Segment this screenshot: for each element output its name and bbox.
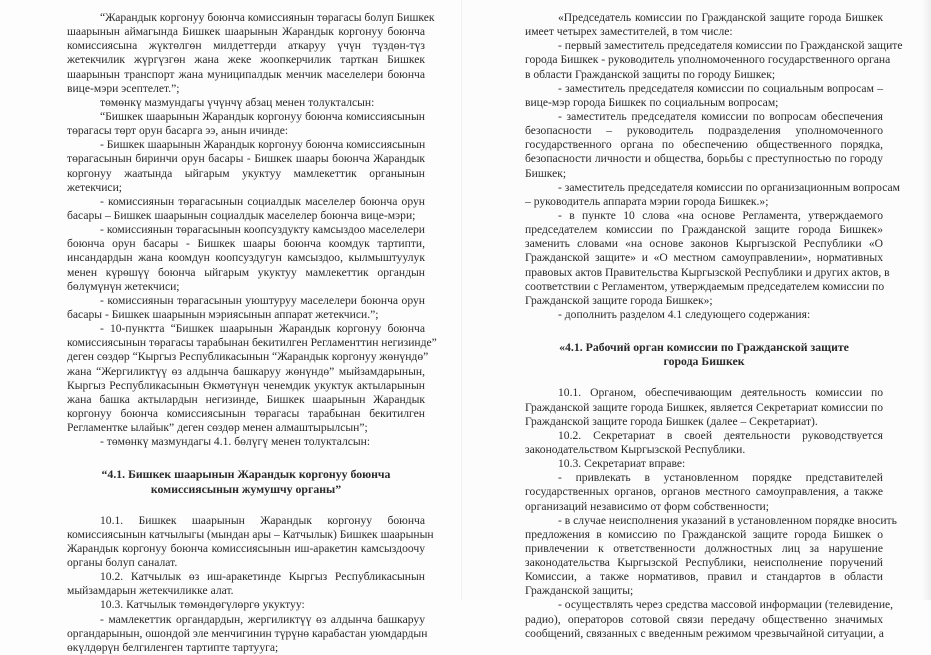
text-line: инсандардын жана коомдун коопсуздугун камсыздоо, кылмыштуулук <box>67 251 425 265</box>
text-line: привлечении к ответственности должностных лиц за нарушение <box>525 541 883 555</box>
document-page-right <box>462 0 931 640</box>
text-line: - заместитель председателя комиссии по вопросам обеспечения <box>558 109 883 123</box>
text-line: “Жарандык коргонуу боюнча комиссиянын төрагасы болуп Бишкек <box>100 11 435 24</box>
text-line: правовых актов Правительства Кыргызской Республики и других актов, в <box>525 265 890 279</box>
text-line: - в пункте 10 слова «на основе Регламента, утверждаемого <box>558 208 883 222</box>
text-line: государственных органов, органов местного самоуправления, а также <box>525 485 883 499</box>
text-line: 10.2. Катчылык өз иш-аракетинде Кыргыз Республикасынын <box>100 570 425 584</box>
text-line: шаарынын аймагында Бишкек шаарынын Жарандык коргонуу боюнча <box>67 25 425 39</box>
text-line: Кыргыз Республикасынын Өкмөтүнүн ченемдик укуктук актыларынын <box>67 378 425 392</box>
text-line: радио), операторов сотовой связи передачу общественно значимых <box>525 612 883 626</box>
page-edge-shadow <box>923 0 931 600</box>
text-line: басары - Бишкек шаарынын мэриясынын аппарат жетекчиси.”; <box>67 307 379 321</box>
text-line: жетекчиси; <box>67 180 123 194</box>
text-line: безопасности личности и общества, борьбы с преступностью по городу <box>525 152 883 166</box>
text-line: Регламентке ылайык” деген сөздөр менен алмаштырылсын”; <box>67 421 368 435</box>
text-line: 10.2. Секретариат в своей деятельности руководствуется <box>558 428 883 442</box>
text-line: өкүлдөрүн белгиленген тартипте тартууга; <box>67 640 279 654</box>
page-text-column <box>67 11 437 655</box>
text-line: - привлекать в установленном порядке представителей <box>558 471 883 485</box>
text-line: безопасности – руководитель подразделения уполномоченного <box>525 124 883 138</box>
text-line: государственного органа по обеспечению общественного порядка, <box>525 138 883 152</box>
text-line: 10.3. Катчылык төмөндөгүлөргө укуктуу: <box>100 598 305 612</box>
document-page-left <box>0 0 462 654</box>
text-line: коргонуу жаатында ыйгарым укуктуу мамлекеттик органынын <box>67 166 425 180</box>
text-line: - дополнить разделом 4.1 следующего содержания: <box>558 307 811 321</box>
heading-line: «4.1. Рабочий орган комиссии по Гражданской защите <box>559 340 849 355</box>
spacer <box>525 368 883 386</box>
spacer <box>67 496 425 514</box>
text-line: жана “Жергиликтүү өз алдынча башкаруу жөнүндө” мыйзамдарынын, <box>67 364 425 378</box>
text-line: “Бишкек шаарынын Жарандык коргонуу боюнча комиссиясынын <box>100 109 425 123</box>
text-line: шаарынын транспорт жана муниципалдык менчик маселелери боюнча <box>67 67 425 81</box>
section-heading <box>67 467 425 495</box>
text-line: законодательством Кыргызской Республики. <box>525 442 746 456</box>
text-line: комиссиясына жүктөлгөн милдеттерди аткаруу үчүн түздөн-түз <box>67 39 425 53</box>
text-line: соответствии с Регламентом, утверждаемым председателем комиссии по <box>525 279 885 293</box>
text-line: Жарандык коргонуу боюнча комиссиясынын иш-аракетин камсыздоочу <box>67 541 425 555</box>
text-line: города Бишкек - руководитель уполномоченного государственного органа <box>525 53 891 67</box>
text-line: Бишкек; <box>525 166 567 180</box>
text-line: организаций независимо от форм собственности; <box>525 499 769 513</box>
text-line: - төмөнкү мазмундагы 4.1. бөлүгү менен толукталсын: <box>100 435 371 449</box>
text-line: сообщений, связанных с введенным режимом чрезвычайной ситуации, а <box>525 626 884 640</box>
text-line: 10.1. Органом, обеспечивающим деятельность комиссии по <box>558 386 883 400</box>
text-line: - мамлекеттик органдардын, жергиликтүү өз алдынча башкаруу <box>100 612 425 626</box>
text-line: - комиссиянын төрагасынын уюштуруу маселелери боюнча орун <box>100 293 425 307</box>
text-line: - в случае неисполнения указаний в установленном порядке вносить <box>558 513 897 527</box>
text-line: законодательства Кыргызской Республики, неисполнение поручений <box>525 556 883 570</box>
text-line: комиссиясынын катчылыгы (мындан ары – Катчылык) Бишкек шаарынын <box>67 527 434 541</box>
text-line: коргонуу боюнча комиссиясынын төрагасы тарабынан бекитилген <box>67 406 425 420</box>
text-line: - первый заместитель председателя комиссии по Гражданской защите <box>558 39 903 53</box>
text-line: - заместитель председателя комиссии по организационным вопросам <box>558 180 900 194</box>
spacer <box>525 322 883 340</box>
text-line: деген сөздөр “Кыргыз Республикасынын “Жарандык коргонуу жөнүндө” <box>67 350 429 364</box>
text-line: в области Гражданской защиты по городу Бишкек; <box>525 67 776 81</box>
text-line: органдарынын, ошондой эле менчигинин түрүнө карабастан уюмдардын <box>67 626 428 640</box>
text-line: – руководитель аппарата мэрии города Бишкек.»; <box>525 194 769 208</box>
text-line: заменить словами «на основе законов Кыргызской Республики «О <box>525 237 883 251</box>
text-line: Комиссии, а также нормативов, правил и стандартов в области <box>525 570 883 584</box>
text-line: органы болуп саналат. <box>67 556 178 570</box>
paragraph-block-1 <box>525 11 903 322</box>
text-line: Гражданской защите города Бишкек (далее – Секретариат). <box>525 414 818 428</box>
text-line: предложения в комиссию по Гражданской защите города Бишкек о <box>525 527 883 541</box>
text-line: комиссиясынын төрагасы тарабынан бекитилген Регламенттин негизинде” <box>67 336 437 350</box>
text-line: вице-мэри эсептелет.”; <box>67 81 180 95</box>
text-line: - осуществлять через средства массовой информации (телевидение, <box>558 598 894 612</box>
paragraph-block-1 <box>67 11 437 449</box>
page-text-column <box>525 11 903 641</box>
text-line: Гражданской защите города Бишкек, является Секретариат комиссии по <box>525 400 883 414</box>
text-line: басары – Бишкек шаарынын социалдык маселелер боюнча вице-мэри; <box>67 208 416 222</box>
section-heading <box>525 340 883 368</box>
spacer <box>67 449 425 467</box>
text-line: - комиссиянын төрагасынын социалдык маселелер боюнча орун <box>100 194 425 208</box>
text-line: - заместитель председателя комиссии по социальным вопросам – <box>558 81 883 95</box>
text-line: жетекчилик жүргүзгөн жана жеке жоопкерчилик тарткан Бишкек <box>67 53 425 67</box>
paragraph-block-2 <box>525 386 897 641</box>
text-line: төрагасынын биринчи орун басары - Бишкек шаары боюнча Жарандык <box>67 152 425 166</box>
text-line: төрагасы төрт орун басарга ээ, анын ичинде: <box>67 124 289 138</box>
heading-line: комиссиясынын жумушчу органы” <box>150 481 342 496</box>
text-line: 10.3. Секретариат вправе: <box>558 457 686 471</box>
text-line: менен күрөшүү боюнча ыйгарым укуктуу мамлекеттик органдын <box>67 265 425 279</box>
text-line: - 10-пунктта “Бишкек шаарынын Жарандык коргонуу боюнча <box>100 322 425 336</box>
paragraph-block-2 <box>67 513 434 655</box>
text-line: - Бишкек шаарынын Жарандык коргонуу боюнча комиссиясынын <box>100 138 426 152</box>
text-line: бөлүмүнүн жетекчиси; <box>67 279 180 293</box>
text-line: председателем комиссии по Гражданской защите города Бишкек» <box>525 223 883 237</box>
text-line: Гражданской защите» и «О местном самоуправлении», нормативных <box>525 251 883 265</box>
text-line: 10.1. Бишкек шаарынын Жарандык коргонуу боюнча <box>100 513 425 527</box>
text-line: мыйзамдарын жетекчиликке алат. <box>67 584 234 598</box>
heading-line: “4.1. Бишкек шаарынын Жарандык коргонуу боюнча <box>101 467 391 482</box>
text-line: имеет четырех заместителей, в том числе: <box>525 25 733 39</box>
text-line: боюнча орун басары - Бишкек шаары боюнча коомдук тартипти, <box>67 237 425 251</box>
text-line: Гражданской защиты; <box>525 584 634 598</box>
text-line: - комиссиянын төрагасынын коопсуздукту камсыздоо маселелери <box>100 223 425 237</box>
text-line: жана башка актылардын негизинде, Бишкек шаарынын Жарандык <box>67 392 425 406</box>
text-line: Гражданской защите города Бишкек»; <box>525 293 713 307</box>
heading-line: города Бишкек <box>663 354 745 369</box>
text-line: «Председатель комиссии по Гражданской защите города Бишкек <box>558 11 883 24</box>
text-line: вице-мэр города Бишкек по социальным вопросам; <box>525 95 779 109</box>
text-line: төмөнкү мазмундагы үчүнчү абзац менен толукталсын: <box>100 95 375 109</box>
